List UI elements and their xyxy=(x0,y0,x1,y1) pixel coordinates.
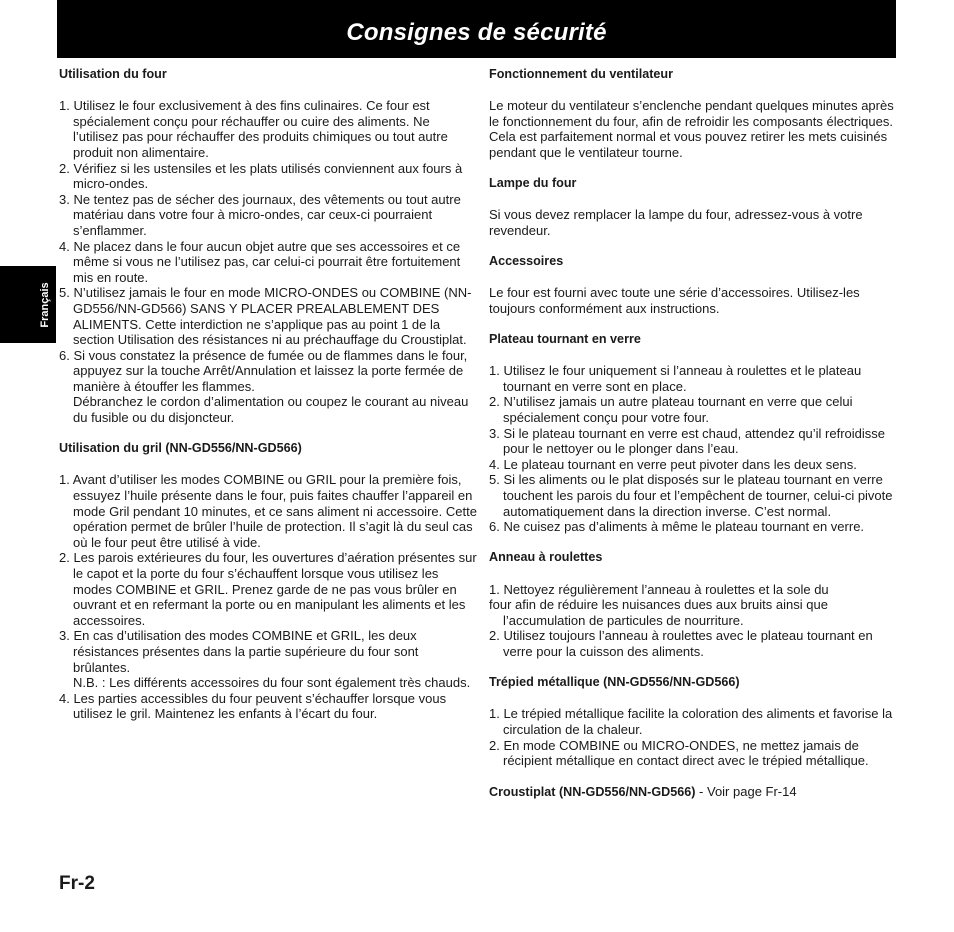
list-item: 2. Les parois extérieures du four, les ouvertures d’aération présentes sur le capot et la porte du four s’échauffent lorsque vous utilisez les modes COMBINE et GRIL. Prenez garde de ne pas vous brûler en ouvrant et en refermant la porte ou en manipulant les aliments et les accessoires. xyxy=(59,550,477,628)
list-item: 1. Avant d’utiliser les modes COMBINE ou GRIL pour la première fois, essuyez l’huile présente dans le four, puis faites chauffer l’appareil en mode Gril pendant 10 minutes, et ce sans aliment ni accessoire. Cette opération permet de brûler l’huile de protection. Il s’agit là du seul cas où le four peut être utilisé à vide. xyxy=(59,472,477,550)
section-text: Si vous devez remplacer la lampe du four, adressez-vous à votre revendeur. xyxy=(489,207,863,238)
section-text: Le four est fourni avec toute une série d’accessoires. Utilisez-les toujours conformément aux instructions. xyxy=(489,285,860,316)
list-item: 5. N’utilisez jamais le four en mode MICRO-ONDES ou COMBINE (NN-GD556/NN-GD566) SANS Y PLACER PREALABLEMENT DES ALIMENTS. Cette interdiction ne s’applique pas au point 1 de la section Utilisation des résistances ni au préchauffage du Croustiplat. xyxy=(59,285,472,348)
list-item: 6. Ne cuisez pas d’aliments à même le plateau tournant en verre. xyxy=(489,519,865,535)
list-item: 1. Utilisez le four uniquement si l’anneau à roulettes et le plateau tournant en verre sont en place. xyxy=(489,363,862,394)
section-text: Le moteur du ventilateur s’enclenche pendant quelques minutes après le fonctionnement du four, afin de refroidir les composants électriques. Cela est parfaitement normal et vous pouvez retirer les mets cuisinés pendant que le ventilateur tourne. xyxy=(489,98,894,160)
list-item: 2. N’utilisez jamais un autre plateau tournant en verre que celui spécialement conçu pour votre four. xyxy=(489,394,853,426)
section-heading: Accessoires xyxy=(489,254,564,269)
section-heading: Utilisation du gril (NN-GD556/NN-GD566) xyxy=(59,441,302,456)
section-metal-rack xyxy=(489,675,897,769)
instruction-list xyxy=(59,691,477,722)
list-note: Débranchez le cordon d’alimentation ou coupez le courant au niveau du fusible ou du disjoncteur. xyxy=(73,394,469,426)
section-heading: Utilisation du four xyxy=(59,67,167,81)
section-turntable xyxy=(489,332,897,535)
list-item: 6. Si vous constatez la présence de fumée ou de flammes dans le four, appuyez sur la touche Arrêt/Annulation et laissez la porte fermée de manière à étouffer les flammes. xyxy=(59,347,468,394)
section-accessories xyxy=(489,254,897,316)
section-heading: Trépied métallique (NN-GD556/NN-GD566) xyxy=(489,675,740,690)
instruction-list xyxy=(489,363,897,535)
section-heading: Anneau à roulettes xyxy=(489,550,603,565)
right-column xyxy=(489,67,897,801)
list-item: 2. Vérifiez si les ustensiles et les plats utilisés conviennent aux fours à micro-ondes. xyxy=(59,160,463,192)
list-item: 3. En cas d’utilisation des modes COMBINE et GRIL, les deux résistances présentes dans la partie supérieure du four sont brûlantes. xyxy=(59,628,419,675)
instruction-list xyxy=(489,706,897,768)
list-item: 3. Si le plateau tournant en verre est chaud, attendez qu’il refroidisse pour le nettoyer ou le plonger dans l’eau. xyxy=(489,425,886,457)
list-item-line: l’accumulation de particules de nourriture. xyxy=(503,612,744,628)
list-item: 5. Si les aliments ou le plat disposés sur le plateau tournant en verre touchent les parois du four et l’empêchent de tourner, celui-ci pivote automatiquement dans la direction inverse. C’est normal. xyxy=(489,472,893,519)
section-heading: Fonctionnement du ventilateur xyxy=(489,67,674,81)
instruction-list xyxy=(59,472,477,675)
crisp-plate-label: Croustiplat (NN-GD556/NN-GD566) xyxy=(489,785,696,800)
list-item-line: 1. Nettoyez régulièrement l’anneau à roulettes et la sole du xyxy=(489,581,829,597)
section-lamp xyxy=(489,176,897,238)
section-heading: Plateau tournant en verre xyxy=(489,332,641,347)
page-number: Fr-2 xyxy=(59,873,95,894)
list-item: 4. Le plateau tournant en verre peut pivoter dans les deux sens. xyxy=(489,456,857,472)
list-item: 4. Ne placez dans le four aucun objet autre que ses accessoires et ce même si vous ne l’utilisez pas, car celui-ci pourrait être fortuitement mis en route. xyxy=(59,238,461,285)
list-note: N.B. : Les différents accessoires du four sont également très chauds. xyxy=(73,675,471,691)
section-heading: Lampe du four xyxy=(489,176,577,191)
list-item: 1. Le trépied métallique facilite la coloration des aliments et favorise la circulation de la chaleur. xyxy=(489,706,893,737)
section-fan xyxy=(489,67,897,161)
instruction-list xyxy=(59,98,477,394)
section-roller-ring xyxy=(489,550,897,659)
section-oven-use xyxy=(59,67,477,426)
list-item: 4. Les parties accessibles du four peuvent s’échauffer lorsque vous utilisez le gril. Maintenez les enfants à l’écart du four. xyxy=(59,690,447,722)
page-reference: - Voir page Fr-14 xyxy=(695,784,797,800)
crisp-plate-reference xyxy=(489,784,897,801)
instruction-list xyxy=(489,628,897,659)
title-bar xyxy=(57,0,896,58)
list-item: 3. Ne tentez pas de sécher des journaux, des vêtements ou tout autre matériau dans votre four à micro-ondes, car ceux-ci pourraient s’enflammer. xyxy=(59,191,461,238)
section-grill-use xyxy=(59,441,477,722)
list-item: 2. Utilisez toujours l’anneau à roulettes avec le plateau tournant en verre pour la cuisson des aliments. xyxy=(489,628,873,659)
list-item: 1. Utilisez le four exclusivement à des fins culinaires. Ce four est spécialement conçu pour réchauffer ou cuire des aliments. Ne l’utilisez pas pour réchauffer des produits chimiques ou tout autre produit non alimentaire. xyxy=(59,98,448,160)
list-item: 2. En mode COMBINE ou MICRO-ONDES, ne mettez jamais de récipient métallique en contact direct avec le trépied métallique. xyxy=(489,737,869,769)
page-title: Consignes de sécurité xyxy=(346,19,607,46)
language-tab-label: Français xyxy=(39,282,51,328)
list-item-line: four afin de réduire les nuisances dues aux bruits ainsi que xyxy=(489,597,828,613)
left-column xyxy=(59,67,477,738)
language-tab xyxy=(0,266,56,343)
